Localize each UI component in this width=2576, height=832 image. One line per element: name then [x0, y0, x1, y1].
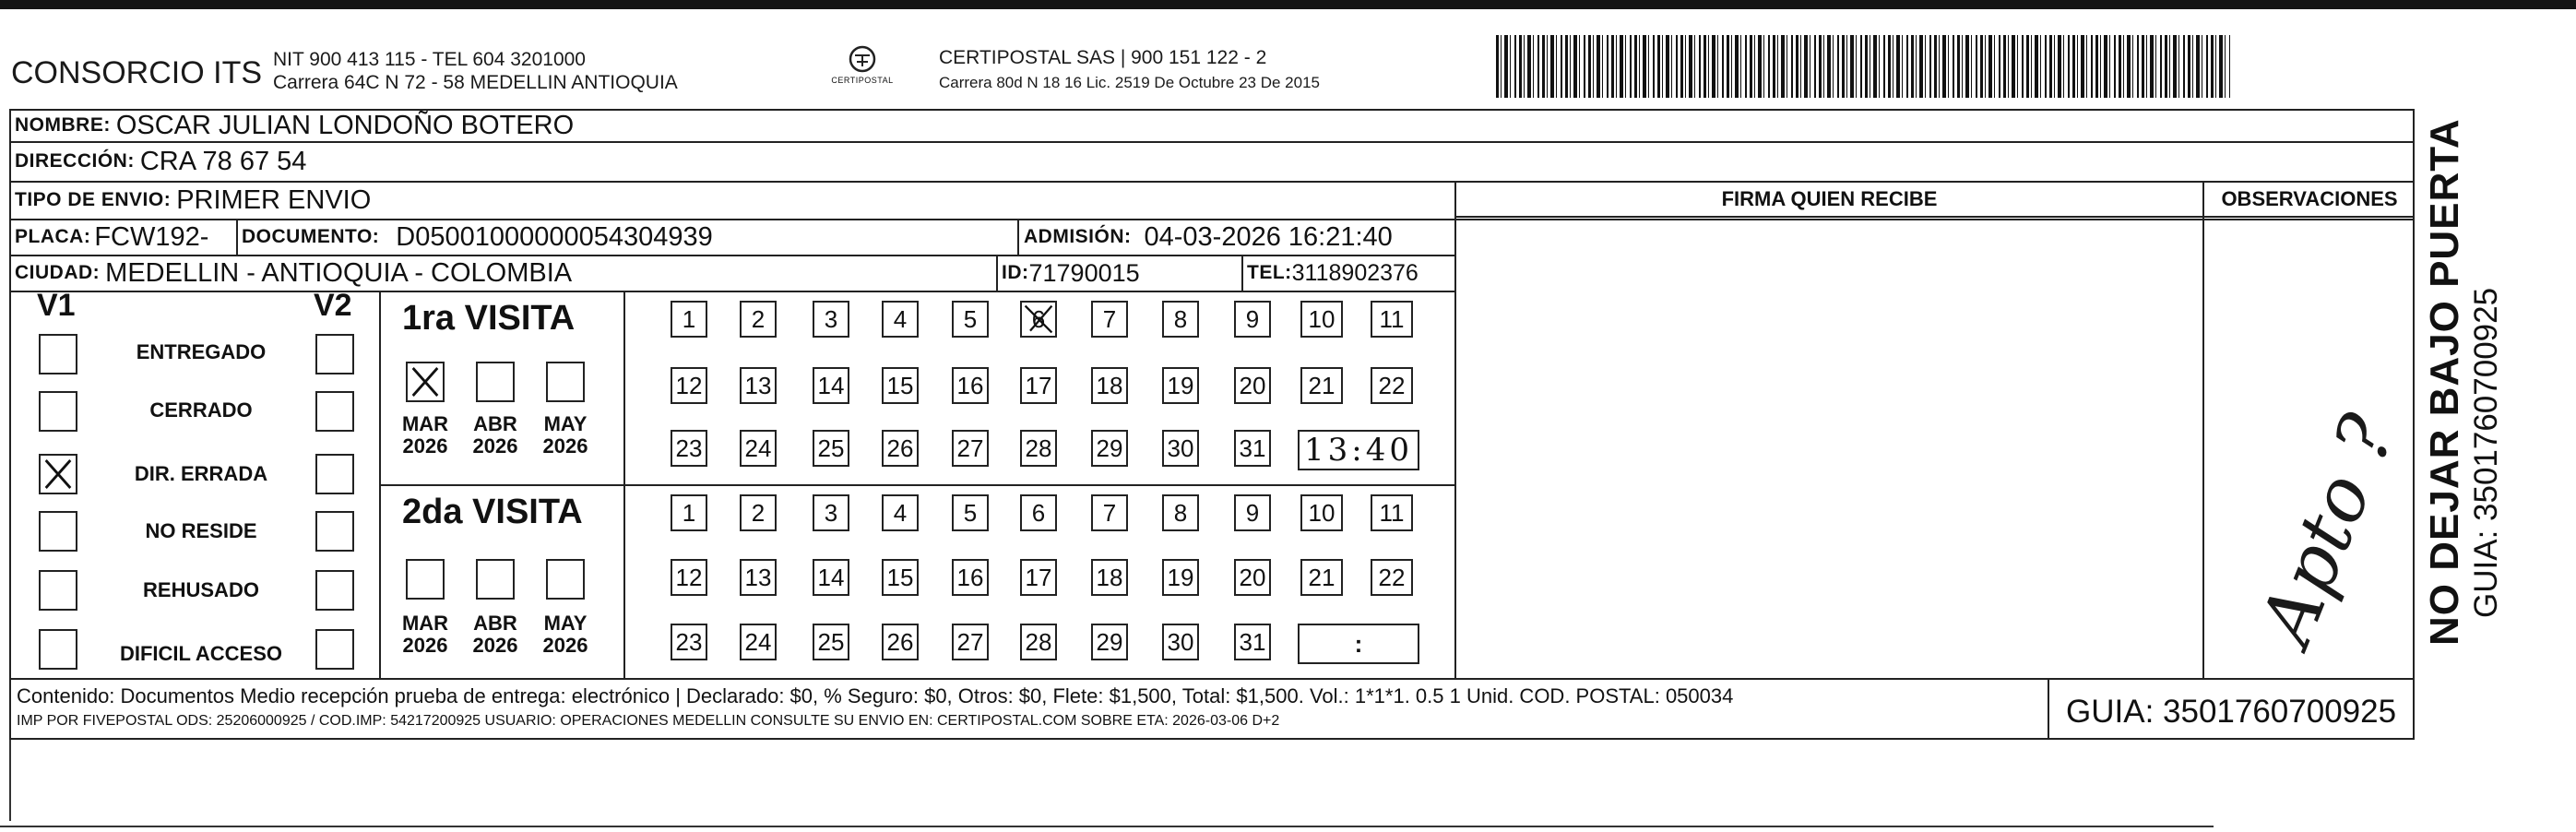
visit2-day-box[interactable]: 10 — [1300, 494, 1343, 531]
visit2-month-checkbox[interactable] — [546, 559, 585, 600]
visit2-day-box[interactable]: 25 — [813, 624, 849, 660]
admision-field: ADMISIÓN: 04-03-2026 16:21:40 — [1024, 221, 1393, 252]
visit2-day-box[interactable]: 13 — [740, 559, 777, 596]
placa-value: FCW192- — [94, 221, 209, 252]
visit1-day-box[interactable]: 7 — [1091, 301, 1128, 338]
visit2-day-box[interactable]: 15 — [882, 559, 919, 596]
direccion-value: CRA 78 67 54 — [139, 146, 307, 176]
status-v2-checkbox[interactable] — [315, 629, 354, 670]
ciudad-value: MEDELLIN - ANTIOQUIA - COLOMBIA — [105, 257, 573, 288]
visit2-day-box[interactable]: 6 — [1020, 494, 1057, 531]
visit2-day-box[interactable]: 3 — [813, 494, 849, 531]
visit1-day-box[interactable]: 15 — [882, 367, 919, 404]
visit2-day-box[interactable]: 11 — [1371, 494, 1413, 531]
v2-header: V2 — [314, 288, 352, 323]
status-label: CERRADO — [149, 398, 253, 422]
firma-area[interactable] — [1457, 220, 2201, 676]
visit1-day-box[interactable]: 1 — [671, 301, 707, 338]
visit1-day-box[interactable]: 4 — [882, 301, 919, 338]
visit1-day-box[interactable]: 5 — [952, 301, 989, 338]
visit1-time: 13:40 — [1304, 432, 1413, 469]
documento-value: D05001000000054304939 — [396, 221, 713, 252]
visit1-month-label: MAR 2026 — [401, 412, 449, 458]
visit1-day-box[interactable]: 8 — [1162, 301, 1199, 338]
visit1-day-box[interactable]: 26 — [882, 430, 919, 467]
visit1-day-box[interactable]: 18 — [1091, 367, 1128, 404]
row-nombre — [15, 108, 574, 143]
visit1-day-box[interactable]: 24 — [740, 430, 777, 467]
tipo-envio-value: PRIMER ENVIO — [176, 184, 372, 215]
visit2-day-box[interactable]: 18 — [1091, 559, 1128, 596]
firma-header: FIRMA QUIEN RECIBE — [1721, 187, 1938, 210]
status-v2-checkbox[interactable] — [315, 511, 354, 552]
placa-field: PLACA: FCW192- — [15, 221, 209, 252]
visit1-day-box[interactable]: 12 — [671, 367, 707, 404]
visit2-day-box[interactable]: 30 — [1162, 624, 1199, 660]
visit2-day-box[interactable]: 26 — [882, 624, 919, 660]
status-v1-checkbox[interactable] — [39, 334, 77, 374]
visit2-day-box[interactable]: 1 — [671, 494, 707, 531]
row-direccion — [15, 143, 306, 180]
visit1-day-box[interactable]: 25 — [813, 430, 849, 467]
status-label: ENTREGADO — [136, 340, 267, 363]
visit2-day-box[interactable]: 16 — [952, 559, 989, 596]
visit1-day-box[interactable]: 27 — [952, 430, 989, 467]
visit1-month-checkbox[interactable] — [406, 362, 445, 402]
visit2-title: 2da VISITA — [402, 493, 583, 531]
visit1-day-box[interactable]: 23 — [671, 430, 707, 467]
visit1-day-box[interactable]: 3 — [813, 301, 849, 338]
visit1-day-box[interactable]: 2 — [740, 301, 777, 338]
visit2-day-box[interactable]: 22 — [1371, 559, 1413, 596]
status-label: DIR. ERRADA — [134, 462, 268, 485]
visit2-day-box[interactable]: 19 — [1162, 559, 1199, 596]
visit1-day-box[interactable]: 29 — [1091, 430, 1128, 467]
company-address: Carrera 64C N 72 - 58 MEDELLIN ANTIOQUIA — [273, 72, 678, 93]
visit2-day-box[interactable]: 28 — [1020, 624, 1057, 660]
status-v2-checkbox[interactable] — [315, 454, 354, 494]
documento-field: DOCUMENTO: D05001000000054304939 — [242, 221, 713, 252]
visit2-month-label: ABR 2026 — [472, 612, 518, 657]
observaciones-area[interactable] — [2206, 218, 2413, 676]
bottom-line — [0, 826, 2214, 827]
side-warning: NO DEJAR BAJO PUERTA — [2422, 118, 2467, 646]
visit1-day-box[interactable]: 30 — [1162, 430, 1199, 467]
row-tipo-envio — [15, 182, 371, 219]
footer-imp: IMP POR FIVEPOSTAL ODS: 25206000925 / COD.IMP: 54217200925 USUARIO: OPERACIONES MEDELLIN CONSULTE SU ENVIO EN: CERTIPOSTAL.COM SOBRE ETA: 2026-03-06 D+2 — [17, 713, 1280, 729]
visit2-day-box[interactable]: 8 — [1162, 494, 1199, 531]
ciudad-field: CIUDAD: MEDELLIN - ANTIOQUIA - COLOMBIA — [15, 257, 573, 288]
nombre-label: NOMBRE: — [15, 114, 111, 136]
status-label: DIFICIL ACCESO — [119, 642, 282, 665]
observaciones-header: OBSERVACIONES — [2221, 187, 2398, 210]
direccion-label: DIRECCIÓN: — [15, 150, 135, 172]
visit2-day-box[interactable]: 5 — [952, 494, 989, 531]
visit2-day-box[interactable]: 31 — [1234, 624, 1271, 660]
status-v1-checkbox[interactable] — [39, 391, 77, 432]
tel-value: 3118902376 — [1291, 259, 1419, 286]
nombre-value: OSCAR JULIAN LONDOÑO BOTERO — [115, 110, 575, 140]
visit1-day-box[interactable]: 22 — [1371, 367, 1413, 404]
status-v1-checkbox[interactable] — [39, 454, 77, 494]
status-v1-checkbox[interactable] — [39, 570, 77, 611]
status-v1-checkbox[interactable] — [39, 511, 77, 552]
status-v2-checkbox[interactable] — [315, 334, 354, 374]
footer-guia: GUIA: 3501760700925 — [2066, 694, 2397, 730]
visit2-day-box[interactable]: 17 — [1020, 559, 1057, 596]
visit2-day-box[interactable]: 2 — [740, 494, 777, 531]
visit1-month-checkbox[interactable] — [546, 362, 585, 402]
visit1-day-box[interactable]: 10 — [1300, 301, 1343, 338]
status-label: NO RESIDE — [145, 519, 257, 542]
visit2-month-checkbox[interactable] — [476, 559, 515, 600]
visit2-day-box[interactable]: 20 — [1234, 559, 1271, 596]
left-line — [9, 740, 11, 821]
visit2-time: : — [1354, 629, 1363, 658]
visit1-day-box[interactable]: 20 — [1234, 367, 1271, 404]
status-v1-checkbox[interactable] — [39, 629, 77, 670]
visit2-day-box[interactable]: 27 — [952, 624, 989, 660]
tipo-envio-label: TIPO DE ENVIO: — [15, 189, 172, 210]
admision-value: 04-03-2026 16:21:40 — [1144, 221, 1393, 252]
carrier-name: CERTIPOSTAL SAS | 900 151 122 - 2 — [939, 47, 1267, 68]
visit1-day-box[interactable]: 19 — [1162, 367, 1199, 404]
visit1-day-box[interactable]: 9 — [1234, 301, 1271, 338]
visit1-day-box[interactable]: 21 — [1300, 367, 1343, 404]
visit2-month-label: MAY 2026 — [542, 612, 588, 657]
visit1-day-box[interactable]: 28 — [1020, 430, 1057, 467]
company-nit-tel: NIT 900 413 115 - TEL 604 3201000 — [273, 49, 586, 70]
visit1-month-label: MAY 2026 — [542, 412, 588, 458]
visit2-day-box[interactable]: 9 — [1234, 494, 1271, 531]
status-v2-checkbox[interactable] — [315, 570, 354, 611]
company-name: CONSORCIO ITS — [11, 55, 263, 90]
visit1-month-label: ABR 2026 — [472, 412, 518, 458]
visit2-month-label: MAR 2026 — [401, 612, 449, 657]
side-guia: GUIA: 3501760700925 — [2468, 287, 2504, 618]
visit2-day-box[interactable]: 23 — [671, 624, 707, 660]
visit2-day-box[interactable]: 14 — [813, 559, 849, 596]
visit2-day-box[interactable]: 21 — [1300, 559, 1343, 596]
visit1-month-checkbox[interactable] — [476, 362, 515, 402]
visit2-day-box[interactable]: 7 — [1091, 494, 1128, 531]
top-border — [0, 0, 2576, 9]
observacion-handwritten: Apto ? — [2243, 403, 2412, 656]
visit1-title: 1ra VISITA — [402, 299, 576, 338]
visit1-day-box[interactable]: 16 — [952, 367, 989, 404]
footer-contenido: Contenido: Documentos Medio recepción prueba de entrega: electrónico | Declarado: $0, % Seguro: $0, Otros: $0, Flete: $1,500, Total: $1,500. Vol.: 1*1*1. 0.5 1 Unid. COD. POSTAL: 050034 — [17, 684, 1734, 707]
tel-field: TEL: 3118902376 — [1247, 259, 1419, 286]
carrier-license: Carrera 80d N 18 16 Lic. 2519 De Octubre 23 De 2015 — [939, 74, 1320, 91]
visit1-day-box[interactable]: 13 — [740, 367, 777, 404]
visit2-month-checkbox[interactable] — [406, 559, 445, 600]
visit2-day-box[interactable]: 29 — [1091, 624, 1128, 660]
status-v2-checkbox[interactable] — [315, 391, 354, 432]
visit2-day-box[interactable]: 24 — [740, 624, 777, 660]
id-field: ID: 71790015 — [1002, 258, 1140, 287]
visit1-day-box[interactable]: 17 — [1020, 367, 1057, 404]
visit1-day-box[interactable]: 31 — [1234, 430, 1271, 467]
visit1-day-box[interactable]: 14 — [813, 367, 849, 404]
visit2-time-box[interactable] — [1298, 624, 1419, 664]
certipostal-logo: CERTIPOSTAL — [821, 42, 904, 98]
visit2-day-box[interactable]: 12 — [671, 559, 707, 596]
v1-header: V1 — [37, 288, 76, 323]
barcode — [1496, 35, 2230, 98]
status-label: REHUSADO — [143, 578, 259, 601]
visit1-time-box[interactable] — [1298, 430, 1419, 470]
visit2-day-box[interactable]: 4 — [882, 494, 919, 531]
visit1-day-box[interactable]: 6 — [1020, 301, 1057, 338]
id-value: 71790015 — [1028, 258, 1140, 287]
visit1-day-box[interactable]: 11 — [1371, 301, 1413, 338]
